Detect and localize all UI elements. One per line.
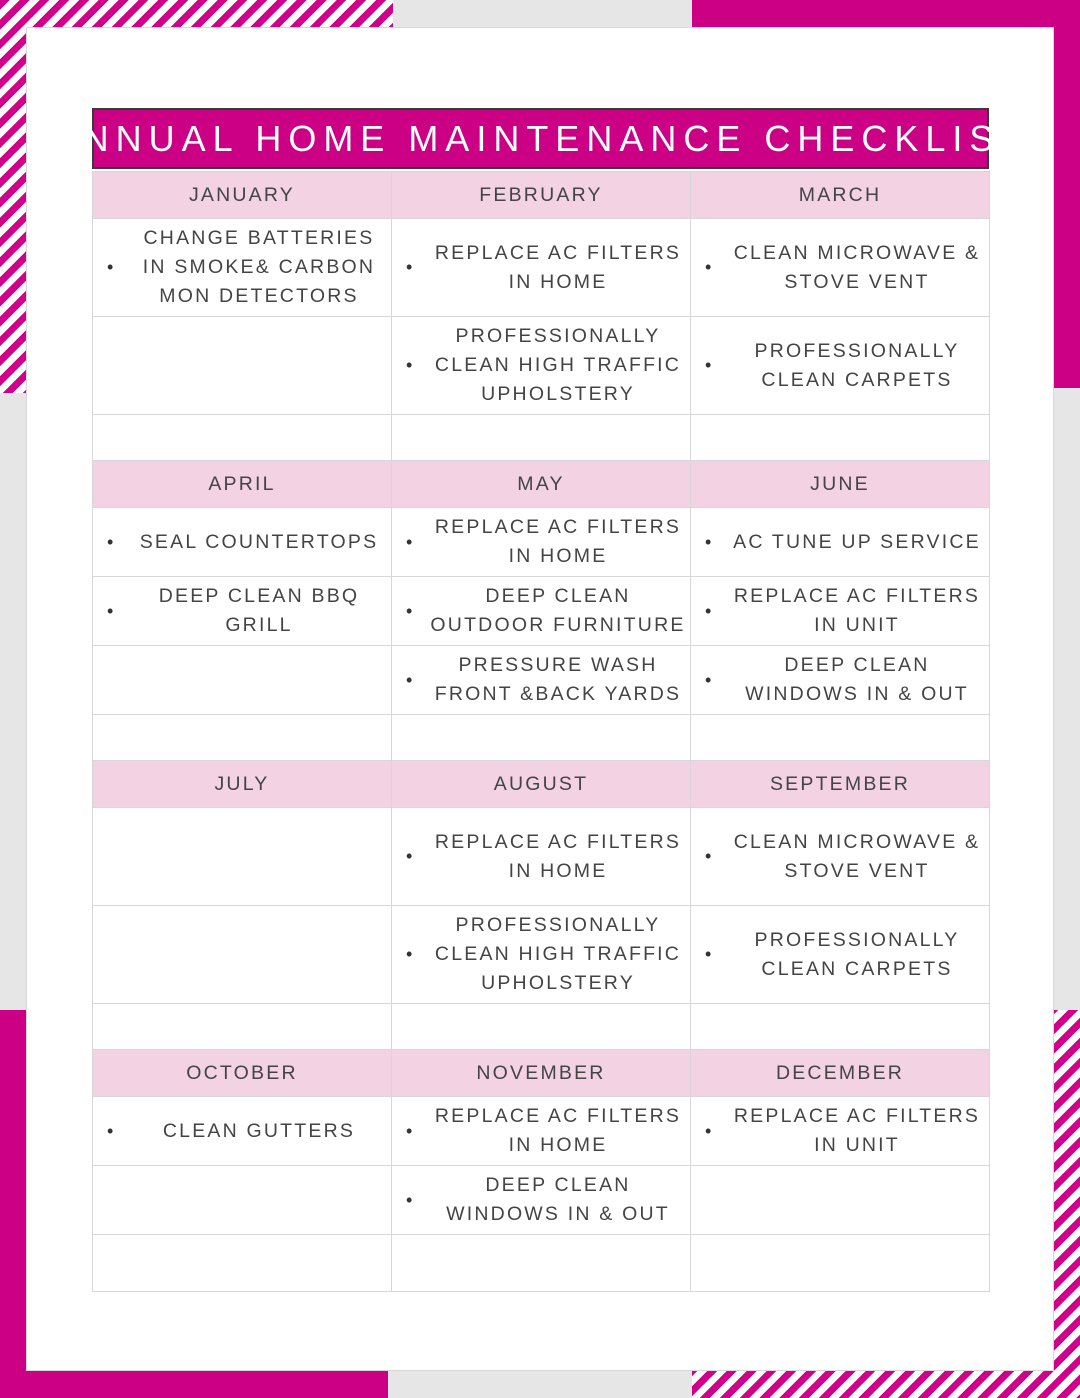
task-row <box>93 1097 990 1166</box>
task-text: PRESSURE WASH FRONT &BACK YARDS <box>434 654 682 705</box>
empty-cell <box>691 715 990 761</box>
task-cell <box>691 508 990 577</box>
task-cell <box>691 577 990 646</box>
empty-cell <box>392 1235 691 1292</box>
task-cell <box>691 1097 990 1166</box>
task-row <box>93 646 990 715</box>
checklist-table <box>92 171 990 1292</box>
bullet-icon: • <box>406 846 415 866</box>
task-text: PROFESSIONALLY CLEAN HIGH TRAFFIC UPHOLSTERY <box>434 325 682 405</box>
task-text: DEEP CLEAN WINDOWS IN & OUT <box>446 1174 670 1225</box>
month-header: NOVEMBER <box>392 1050 691 1097</box>
month-header: APRIL <box>93 461 392 508</box>
bullet-icon: • <box>406 355 415 375</box>
task-cell <box>93 508 392 577</box>
task-cell <box>392 317 691 415</box>
task-row <box>93 317 990 415</box>
task-cell <box>691 808 990 906</box>
bullet-icon: • <box>705 846 714 866</box>
task-text: CLEAN GUTTERS <box>162 1119 356 1142</box>
month-header: JULY <box>93 761 392 808</box>
bullet-icon: • <box>705 1120 714 1141</box>
task-row <box>93 219 990 317</box>
bullet-icon: • <box>705 669 714 690</box>
bullet-icon: • <box>107 531 116 552</box>
month-header: SEPTEMBER <box>691 761 990 808</box>
bullet-icon: • <box>406 669 415 690</box>
task-cell <box>392 1166 691 1235</box>
month-header-row <box>93 461 990 508</box>
empty-cell <box>93 808 392 906</box>
task-text: DEEP CLEAN WINDOWS IN & OUT <box>745 654 969 705</box>
bullet-icon: • <box>406 531 415 552</box>
empty-cell <box>93 415 392 461</box>
task-cell <box>93 577 392 646</box>
month-header: FEBRUARY <box>392 172 691 219</box>
task-text: PROFESSIONALLY CLEAN CARPETS <box>754 928 960 980</box>
task-cell <box>691 906 990 1004</box>
empty-cell <box>93 906 392 1004</box>
bullet-icon: • <box>406 1120 415 1141</box>
bullet-icon: • <box>406 257 415 277</box>
task-row <box>93 808 990 906</box>
empty-cell <box>392 1004 691 1050</box>
month-header: AUGUST <box>392 761 691 808</box>
empty-cell <box>93 1004 392 1050</box>
bullet-icon: • <box>705 355 714 375</box>
month-header: JUNE <box>691 461 990 508</box>
bullet-icon: • <box>107 1120 116 1141</box>
task-cell <box>691 317 990 415</box>
month-header-row <box>93 172 990 219</box>
task-row <box>93 906 990 1004</box>
month-header-row <box>93 1050 990 1097</box>
task-text: REPLACE AC FILTERS IN HOME <box>434 241 682 293</box>
task-text: REPLACE AC FILTERS IN UNIT <box>733 1105 981 1156</box>
task-text: PROFESSIONALLY CLEAN CARPETS <box>754 339 960 391</box>
task-text: CLEAN MICROWAVE & STOVE VENT <box>733 241 981 293</box>
page-title: ANNUAL HOME MAINTENANCE CHECKLIST <box>51 117 1030 159</box>
empty-cell <box>691 1235 990 1292</box>
bullet-icon: • <box>705 944 714 964</box>
bullet-icon: • <box>107 600 116 621</box>
task-cell <box>392 508 691 577</box>
bullet-icon: • <box>705 531 714 552</box>
month-header: MAY <box>392 461 691 508</box>
empty-cell <box>691 415 990 461</box>
month-header: DECEMBER <box>691 1050 990 1097</box>
bullet-icon: • <box>107 257 116 277</box>
task-text: REPLACE AC FILTERS IN HOME <box>434 516 682 567</box>
task-text: PROFESSIONALLY CLEAN HIGH TRAFFIC UPHOLSTERY <box>434 914 682 994</box>
empty-cell <box>392 715 691 761</box>
empty-cell <box>93 1166 392 1235</box>
empty-cell <box>93 715 392 761</box>
spacer-row <box>93 1235 990 1292</box>
task-text: DEEP CLEAN OUTDOOR FURNITURE <box>430 585 686 636</box>
empty-cell <box>93 317 392 415</box>
month-header: OCTOBER <box>93 1050 392 1097</box>
bullet-icon: • <box>705 257 714 277</box>
task-cell <box>392 1097 691 1166</box>
spacer-row <box>93 415 990 461</box>
task-cell <box>392 646 691 715</box>
task-cell <box>392 906 691 1004</box>
task-cell <box>392 219 691 317</box>
task-cell <box>691 219 990 317</box>
empty-cell <box>93 1235 392 1292</box>
task-text: CLEAN MICROWAVE & STOVE VENT <box>733 830 981 882</box>
task-text: REPLACE AC FILTERS IN HOME <box>434 830 682 882</box>
task-row <box>93 508 990 577</box>
spacer-row <box>93 715 990 761</box>
spacer-row <box>93 1004 990 1050</box>
task-cell <box>691 646 990 715</box>
bullet-icon: • <box>406 944 415 964</box>
month-header-row <box>93 761 990 808</box>
bullet-icon: • <box>406 1189 415 1210</box>
task-row <box>93 577 990 646</box>
bullet-icon: • <box>406 600 415 621</box>
bullet-icon: • <box>705 600 714 621</box>
task-row <box>93 1166 990 1235</box>
task-text: REPLACE AC FILTERS IN HOME <box>434 1105 682 1156</box>
task-text: CHANGE BATTERIES IN SMOKE& CARBON MON DETECTORS <box>142 227 376 307</box>
task-cell <box>93 1097 392 1166</box>
month-header: MARCH <box>691 172 990 219</box>
empty-cell <box>691 1004 990 1050</box>
task-text: DEEP CLEAN BBQ GRILL <box>158 585 360 636</box>
task-cell <box>392 577 691 646</box>
task-cell <box>392 808 691 906</box>
empty-cell <box>392 415 691 461</box>
month-header: JANUARY <box>93 172 392 219</box>
task-text: AC TUNE UP SERVICE <box>733 530 981 553</box>
task-cell <box>93 219 392 317</box>
task-text: SEAL COUNTERTOPS <box>139 530 379 553</box>
empty-cell <box>691 1166 990 1235</box>
task-text: REPLACE AC FILTERS IN UNIT <box>733 585 981 636</box>
title-banner <box>51 108 1030 169</box>
empty-cell <box>93 646 392 715</box>
